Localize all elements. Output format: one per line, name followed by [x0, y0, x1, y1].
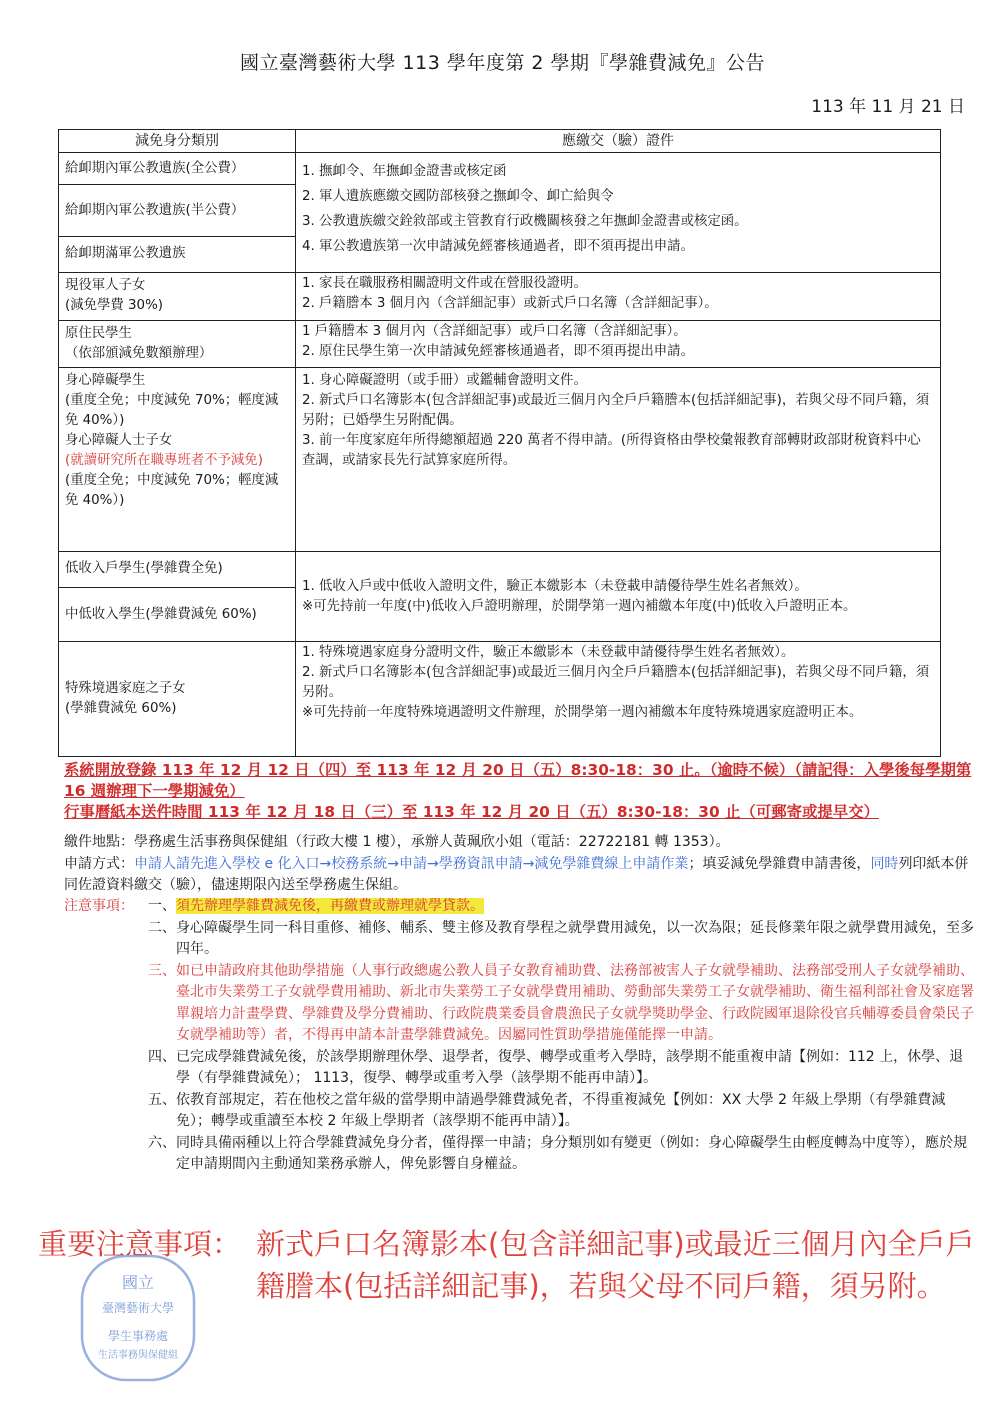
note-text: 如已申請政府其他助學措施（人事行政總處公教人員子女教育補助費、法務部被害人子女就學補助、法務部受刑人子女就學補助、臺北市失業勞工子女就學費用補助、新北市失業勞工子女就學費用補助、勞動部失業勞工子女就學補助、衛生福利部社會及家庭署單親培力計畫學費、學雜費及學分費補助、行政院農業委員會農漁民子女就學獎助學金、行政院國軍退除役官兵輔導委員會榮民子女就學補助等）者，不得再申請本計畫學雜費減免。因屬同性質助學措施僅能擇一申請。	[176, 962, 974, 1043]
submission-location: 繳件地點：學務處生活事務與保健組（行政大樓 1 樓），承辦人黃珮欣小姐（電話：22722181 轉 1353）。	[64, 834, 730, 850]
category-name: 原住民學生	[65, 326, 132, 342]
category-note: (學雜費減免 60%)	[65, 701, 177, 717]
notes-label: 注意事項：	[64, 898, 134, 914]
doc-line: 4. 軍公教遺族第一次申請減免經審核通過者，即不須再提出申請。	[302, 238, 694, 254]
table-row	[59, 272, 941, 320]
stamp-line-1: 國立	[121, 1273, 155, 1292]
table-row	[59, 368, 941, 551]
note-text-highlighted: 須先辦理學雜費減免後，再繳費或辦理就學貸款。	[176, 898, 484, 914]
doc-line: 2. 原住民學生第一次申請減免經審核通過者，即不須再提出申請。	[302, 343, 694, 359]
documents-cell	[296, 368, 941, 551]
announcement-date: 113 年 11 月 21 日	[811, 97, 965, 117]
table-row	[59, 152, 941, 184]
page-title: 國立臺灣藝術大學 113 學年度第 2 學期『學雜費減免』公告	[239, 52, 765, 74]
note-number: 三、	[148, 962, 176, 979]
category-cell	[59, 642, 296, 757]
category-name: 特殊境遇家庭之子女	[65, 681, 186, 697]
category-exclusion-note: (就讀研究所在職專班者不予減免)	[65, 453, 263, 469]
doc-line: 1 戶籍謄本 3 個月內（含詳細記事）或戶口名簿（含詳細記事）。	[302, 323, 687, 339]
category-note: (重度全免；中度減免 70%；輕度減免 40%）)	[65, 473, 279, 509]
application-method	[64, 854, 976, 897]
category-cell	[59, 320, 296, 368]
office-seal-stamp	[72, 1252, 204, 1384]
stamp-line-4: 生活事務與保健組	[98, 1350, 178, 1361]
stamp-line-2: 臺灣藝術大學	[101, 1301, 175, 1315]
note-text: 依教育部規定，若在他校之當年級的當學期申請過學雜費減免者，不得重複減免【例如：XX 大學 2 年級上學期（有學雜費減免）；轉學或重讀至本校 2 年級上學期者（該學期不能再申請）】。	[176, 1091, 946, 1129]
doc-line: 1. 特殊境遇家庭身分證明文件，驗正本繳影本（未登載申請優待學生姓名者無效）。	[302, 645, 795, 661]
category-cell: 給卹期滿軍公教遺族	[59, 237, 296, 272]
note-number: 一、	[148, 898, 176, 914]
documents-cell	[296, 320, 941, 368]
doc-line: 2. 新式戶口名簿影本(包含詳細記事)或最近三個月內全戶戶籍謄本(包括詳細記事)，若與父母不同戶籍，須另附。	[302, 665, 930, 701]
category-cell: 中低收入學生(學雜費減免 60%)	[59, 588, 296, 642]
doc-line: 1. 低收入戶或中低收入證明文件，驗正本繳影本（未登載申請優待學生姓名者無效）。	[302, 578, 808, 594]
header-documents: 應繳交（驗）證件	[296, 130, 941, 153]
important-label: 重要注意事項：	[38, 1227, 242, 1261]
submission-section	[64, 832, 976, 897]
note-item	[64, 1047, 976, 1090]
doc-line: ※可先持前一年度(中)低收入戶證明辦理，於開學第一週內補繳本年度(中)低收入戶證明正本。	[302, 598, 857, 614]
method-end: 列印紙本併同佐證資料繳交（驗），儘速期限內送至學務處生保組。	[64, 855, 969, 893]
method-mid: ；填妥減免學雜費申請書後，	[688, 855, 871, 872]
requirements-table	[58, 129, 941, 757]
method-label: 申請方式：	[64, 855, 134, 872]
documents-cell	[296, 272, 941, 320]
header-category: 減免身分類別	[59, 130, 296, 153]
category-note: (重度全免；中度減免 70%；輕度減免 40%）)	[65, 393, 279, 429]
method-simultaneous: 同時	[870, 855, 899, 872]
notes-section	[64, 896, 976, 1176]
method-steps: 申請人請先進入學校 e 化入口→校務系統→申請→學務資訊申請→減免學雜費線上申請作業	[134, 855, 689, 872]
note-number: 六、	[148, 1134, 176, 1151]
category-cell: 給卹期內軍公教遺族(半公費）	[59, 185, 296, 237]
documents-cell	[296, 642, 941, 757]
category-name: 身心障礙人士子女	[65, 433, 173, 449]
doc-line: 2. 新式戶口名簿影本(包含詳細記事)或最近三個月內全戶戶籍謄本(包括詳細記事)，若與父母不同戶籍，須另附；已婚學生另附配偶。	[302, 393, 930, 429]
category-note: (減免學費 30%)	[65, 298, 164, 314]
note-item	[64, 896, 976, 918]
table-header-row	[59, 130, 941, 153]
online-registration-period: 系統開放登錄 113 年 12 月 12 日（四）至 113 年 12 月 20 日（五）8:30-18：30 止。（逾時不候）（請記得：入學後每學期第 16 週辦理下一學期減免）	[64, 761, 972, 800]
note-number: 五、	[148, 1091, 176, 1108]
category-name: 現役軍人子女	[65, 278, 146, 294]
category-name: 身心障礙學生	[65, 373, 146, 389]
note-item	[64, 918, 976, 961]
note-item	[64, 961, 976, 1047]
category-cell: 給卹期內軍公教遺族(全公費）	[59, 152, 296, 184]
category-cell	[59, 272, 296, 320]
category-note: （依部頒減免數額辦理）	[65, 346, 213, 362]
category-cell	[59, 368, 296, 551]
doc-line: 1. 身心障礙證明（或手冊）或鑑輔會證明文件。	[302, 373, 587, 389]
table-row	[59, 642, 941, 757]
documents-cell	[296, 551, 941, 642]
note-item	[64, 1133, 976, 1176]
category-cell: 低收入戶學生(學雜費全免)	[59, 551, 296, 587]
doc-line: 1. 家長在職服務相關證明文件或在營服役證明。	[302, 275, 587, 291]
doc-line: 2. 軍人遺族應繳交國防部核發之撫卹令、卹亡給與令	[302, 188, 614, 204]
stamp-line-3: 學生事務處	[107, 1329, 169, 1343]
doc-line: 3. 前一年度家庭年所得總額超過 220 萬者不得申請。(所得資格由學校彙報教育部轉財政部財稅資料中心查調，或請家長先行試算家庭所得。	[302, 433, 921, 469]
note-number: 二、	[148, 919, 176, 936]
important-text: 新式戶口名簿影本(包含詳細記事)或最近三個月內全戶戶籍謄本(包括詳細記事)，若與父母不同戶籍，須另附。	[256, 1227, 975, 1303]
schedule-section	[64, 760, 976, 823]
table-row	[59, 551, 941, 587]
note-text: 已完成學雜費減免後，於該學期辦理休學、退學者，復學、轉學或重考入學時，該學期不能重複申請【例如：112 上，休學、退學（有學雜費減免）； 1113，復學、轉學或重考入學（該學期不能再申請）】。	[176, 1048, 964, 1086]
doc-line: 2. 戶籍謄本 3 個月內（含詳細記事）或新式戶口名簿（含詳細記事）。	[302, 295, 718, 311]
note-text: 身心障礙學生同一科目重修、補修、輔系、雙主修及教育學程之就學費用減免，以一次為限；延長修業年限之就學費用減免，至多四年。	[176, 919, 974, 957]
note-text: 同時具備兩種以上符合學雜費減免身分者，僅得擇一申請；身分類別如有變更（例如：身心障礙學生由輕度轉為中度等），應於規定申請期間內主動通知業務承辦人，俾免影響自身權益。	[176, 1134, 967, 1172]
doc-line: 1. 撫卹令、年撫卹金證書或核定函	[302, 163, 507, 179]
paper-submission-period: 行事曆紙本送件時間 113 年 12 月 18 日（三）至 113 年 12 月 20 日（五）8:30-18：30 止（可郵寄或提早交）	[64, 803, 879, 821]
note-item	[64, 1090, 976, 1133]
doc-line: 3. 公教遺族繳交銓敘部或主管教育行政機關核發之年撫卹金證書或核定函。	[302, 213, 748, 229]
table-row	[59, 320, 941, 368]
documents-cell	[296, 152, 941, 272]
note-number: 四、	[148, 1048, 176, 1065]
doc-line: ※可先持前一年度特殊境遇證明文件辦理，於開學第一週內補繳本年度特殊境遇家庭證明正本。	[302, 705, 863, 721]
